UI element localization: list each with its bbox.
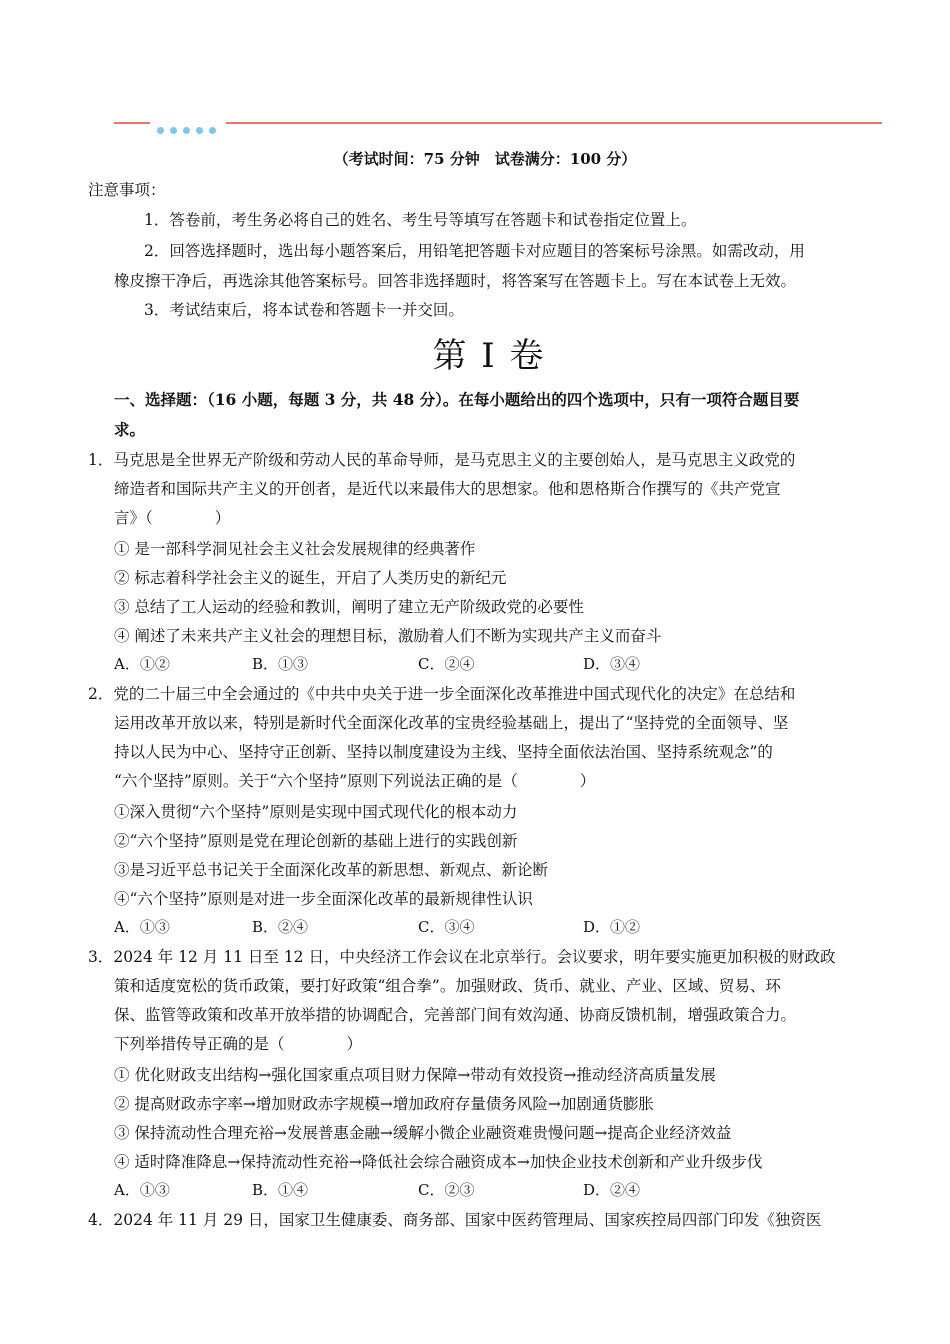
header-decorative-rule: [114, 115, 882, 131]
question-3-option-d: D．②④: [583, 1181, 641, 1199]
question-2-statement: ①深入贯彻“六个坚持”原则是实现中国式现代化的根本动力: [114, 803, 518, 821]
question-2-statement: ②“六个坚持”原则是党在理论创新的基础上进行的实践创新: [114, 832, 518, 850]
exam-info: （考试时间：75 分钟 试卷满分：100 分）: [333, 150, 637, 168]
question-3-stem-line: 保、监管等政策和改革开放举措的协调配合，完善部门间有效沟通、协商反馈机制，增强政策合力。: [114, 1006, 797, 1024]
question-2-stem-line: 运用改革开放以来，特别是新时代全面深化改革的宝贵经验基础上，提出了“坚持党的全面领导、坚: [114, 714, 789, 732]
question-2-option-b: B．②④: [252, 918, 309, 936]
question-1-option-d: D．③④: [583, 655, 641, 673]
notes-title: 注意事项：: [88, 181, 166, 199]
question-1-stem-line: 缔造者和国际共产主义的开创者，是近代以来最伟大的思想家。他和恩格斯合作撰写的《共产党宣: [114, 480, 781, 498]
question-3-option-a: A．①③: [114, 1181, 170, 1199]
question-2-stem-line: 2．党的二十届三中全会通过的《中共中央关于进一步全面深化改革推进中国式现代化的决定》在总结和: [88, 685, 796, 703]
question-1-statement: ③ 总结了工人运动的经验和教训，阐明了建立无产阶级政党的必要性: [114, 598, 584, 616]
question-3-option-b: B．①④: [252, 1181, 309, 1199]
header-dot: [157, 127, 164, 134]
question-1-statement: ① 是一部科学洞见社会主义社会发展规律的经典著作: [114, 540, 476, 558]
question-1-stem-line: 1．马克思是全世界无产阶级和劳动人民的革命导师，是马克思主义的主要创始人，是马克思主义政党的: [88, 451, 796, 469]
note-item-2: 2．回答选择题时，选出每小题答案后，用铅笔把答题卡对应题目的答案标号涂黑。如需改动，用: [144, 242, 805, 260]
header-dot: [183, 127, 190, 134]
header-dots: [157, 119, 222, 138]
question-3-stem-line: 策和适度宽松的货币政策，要打好政策“组合拳”。加强财政、货币、就业、产业、区域、贸易、环: [114, 977, 781, 995]
question-3-statement: ② 提高财政赤字率→增加财政赤字规模→增加政府存量债务风险→加剧通货膨胀: [114, 1095, 654, 1113]
header-dot: [209, 127, 216, 134]
question-2-option-c: C．③④: [418, 918, 475, 936]
question-1-option-c: C．②④: [418, 655, 475, 673]
question-1-statement: ② 标志着科学社会主义的诞生，开启了人类历史的新纪元: [114, 569, 507, 587]
question-4-stem-line: 4．2024 年 11 月 29 日，国家卫生健康委、商务部、国家中医药管理局、国家疾控局四部门印发《独资医: [88, 1211, 822, 1229]
question-1-option-a: A．①②: [114, 655, 170, 673]
volume-title: 第 I 卷: [432, 336, 546, 376]
question-3-stem-line: 3．2024 年 12 月 11 日至 12 日，中央经济工作会议在北京举行。会议要求，明年要实施更加积极的财政政: [88, 948, 836, 966]
question-3-statement: ① 优化财政支出结构→强化国家重点项目财力保障→带动有效投资→推动经济高质量发展: [114, 1066, 716, 1084]
question-3-stem-line: 下列举措传导正确的是（ ）: [114, 1035, 363, 1053]
question-2-statement: ③是习近平总书记关于全面深化改革的新思想、新观点、新论断: [114, 861, 549, 879]
section-heading-continued: 求。: [114, 420, 146, 439]
question-2-stem-line: “六个坚持”原则。关于“六个坚持”原则下列说法正确的是（ ）: [114, 772, 596, 790]
note-item-1: 1．答卷前，考生务必将自己的姓名、考生号等填写在答题卡和试卷指定位置上。: [144, 211, 697, 229]
question-3-option-c: C．②③: [418, 1181, 475, 1199]
question-1-stem-line: 言》（ ）: [114, 509, 231, 527]
note-item-3: 3．考试结束后，将本试卷和答题卡一并交回。: [144, 301, 464, 319]
section-heading: 一、选择题：（16 小题，每题 3 分，共 48 分）。在每小题给出的四个选项中，只有一项符合题目要: [114, 390, 800, 409]
question-3-statement: ④ 适时降准降息→保持流动性充裕→降低社会综合融资成本→加快企业技术创新和产业升级步伐: [114, 1153, 763, 1171]
header-dot: [170, 127, 177, 134]
question-2-option-a: A．①③: [114, 918, 170, 936]
question-2-option-d: D．①②: [583, 918, 641, 936]
question-2-stem-line: 持以人民为中心、坚持守正创新、坚持以制度建设为主线、坚持全面依法治国、坚持系统观念”的: [114, 743, 773, 761]
question-3-statement: ③ 保持流动性合理充裕→发展普惠金融→缓解小微企业融资难贵慢问题→提高企业经济效益: [114, 1124, 732, 1142]
header-rule-left-line: [114, 122, 150, 124]
note-item-2-continued: 橡皮擦干净后，再选涂其他答案标号。回答非选择题时，将答案写在答题卡上。写在本试卷上无效。: [114, 272, 797, 290]
question-2-statement: ④“六个坚持”原则是对进一步全面深化改革的最新规律性认识: [114, 890, 533, 908]
header-rule-right-line: [226, 122, 882, 124]
question-1-statement: ④ 阐述了未来共产主义社会的理想目标，激励着人们不断为实现共产主义而奋斗: [114, 627, 662, 645]
question-1-option-b: B．①③: [252, 655, 309, 673]
header-dot: [196, 127, 203, 134]
